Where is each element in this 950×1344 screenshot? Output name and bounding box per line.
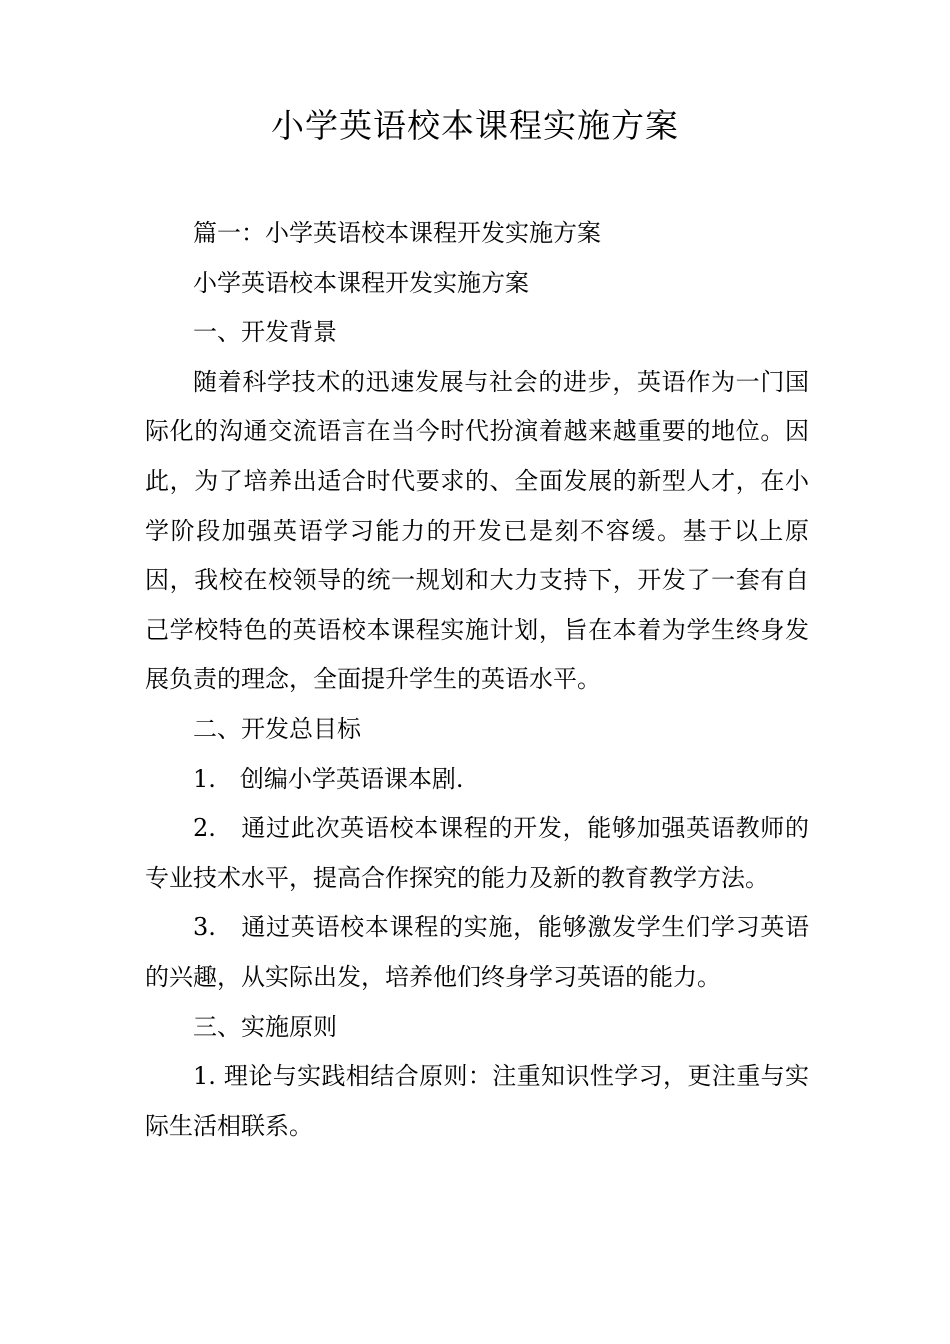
paragraph-goal-3: 3. 通过英语校本课程的实施，能够激发学生们学习英语的兴趣，从实际出发，培养他们终身学习英语的能力。 — [145, 913, 809, 991]
document-body — [145, 209, 809, 1151]
paragraph-heading-background: 一、开发背景 — [193, 318, 337, 347]
paragraph-goal-2: 2. 通过此次英语校本课程的开发，能够加强英语教师的专业技术水平，提高合作探究的能力及新的教育教学方法。 — [145, 814, 809, 892]
paragraph-heading-goals: 二、开发总目标 — [193, 714, 361, 743]
paragraph-subtitle: 小学英语校本课程开发实施方案 — [193, 268, 529, 297]
paragraph-section-heading: 篇一：小学英语校本课程开发实施方案 — [193, 219, 601, 247]
paragraph-principle-1: 1. 理论与实践相结合原则：注重知识性学习，更注重与实际生活相联系。 — [145, 1062, 809, 1140]
document-title: 小学英语校本课程实施方案 — [271, 106, 679, 145]
paragraph-goal-1: 1. 创编小学英语课本剧. — [193, 764, 464, 793]
paragraph-background-text: 随着科学技术的迅速发展与社会的进步，英语作为一门国际化的沟通交流语言在当今时代扮演着越来越重要的地位。因此，为了培养出适合时代要求的、全面发展的新型人才，在小学阶段加强英语学习能力的开发已是刻不容缓。基于以上原因，我校在校领导的统一规划和大力支持下，开发了一套有自己学校特色的英语校本课程实施计划，旨在本着为学生终身发展负责的理念，全面提升学生的英语水平。 — [145, 367, 809, 694]
paragraph-heading-principles: 三、实施原则 — [193, 1012, 337, 1041]
